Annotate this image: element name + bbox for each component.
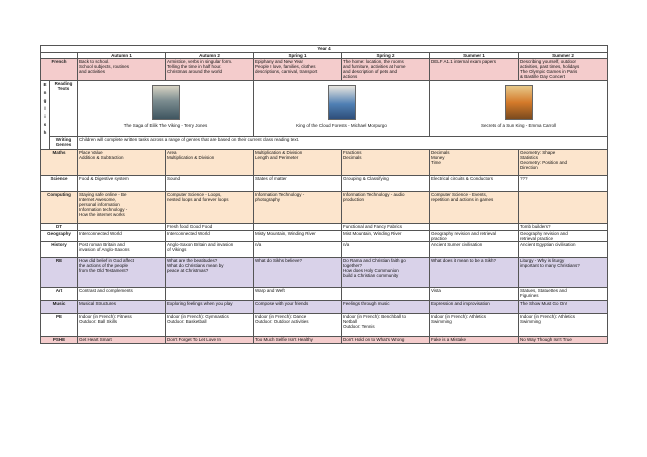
cell-line: Grouping & Classifying [343,176,389,181]
table-cell [342,258,430,288]
table-cell [254,231,342,242]
cell-line: The Olympic Games in Paris [520,69,578,74]
english-letter: l [44,106,46,111]
cell-line: Place Value [79,150,103,155]
viking-book-cover [152,85,180,120]
cell-line: How does Holy Communion [343,268,399,273]
cell-line: activities, past times, holidays [520,64,580,69]
cell-line: Get Heart Smart [79,337,112,342]
subject-label: PE [41,314,78,337]
cell-line: the actions of the people [79,263,129,268]
cell-line: Tomb builders? [520,224,551,229]
table-cell [166,301,254,314]
table-cell [430,59,519,81]
cell-line: Indoor (in French): Dance [255,314,307,319]
writing-genres-text: Children will complete written tasks across a range of genres that are based on their current class reading text. [78,137,608,150]
table-cell [166,231,254,242]
english-label [41,81,50,150]
table-cell [254,176,342,192]
cell-line: No Way Though Isn't True [520,337,572,342]
table-cell [254,150,342,176]
cell-line: Statistics [520,155,539,160]
cell-line: Geometry: Position and [520,160,568,165]
table-cell [166,288,254,301]
cell-line: People I love, families, clothes [255,64,316,69]
table-cell [254,314,342,337]
table-cell [166,150,254,176]
cell-line: Do Rama and Christian faith go [343,258,406,263]
year-title: Year 4 [41,46,608,53]
cell-line: practice [431,236,447,241]
table-cell [254,192,342,224]
cell-line: What are the beatitudes? [167,258,218,263]
cell-line: Contrast and complements [79,288,133,293]
table-cell [166,176,254,192]
cell-line: Decimals [343,155,362,160]
curriculum-table [40,45,608,344]
cell-line: and furniture, activities at home [343,64,406,69]
term-header: Summer 1 [430,53,519,59]
cell-line: nested loops and forever loops [167,197,229,202]
cell-line: Indoor (in French): Fitness [79,314,132,319]
cell-line: Indoor (in French): Benchball to [343,314,407,319]
table-cell [342,301,430,314]
table-cell [342,59,430,81]
cell-line: n/a [255,242,262,247]
cell-line: Outdoor: Basketball [167,319,207,324]
subject-label: Computing [41,192,78,224]
cell-line: Telling the time in half hour. [167,64,222,69]
cell-line: Area [167,150,177,155]
cell-line: Indoor (in French): Gymnastics [167,314,229,319]
cell-line: Statues, Statuettes and [520,288,567,293]
english-letter: g [43,98,47,103]
cell-line: Back to school. [79,59,110,64]
english-letter: i [44,114,46,119]
cell-line: Anglo-Saxon Britain and invasion [167,242,234,247]
cell-line: Functional and Fancy Fabrics [343,224,403,229]
table-cell [254,242,342,258]
term-header: Autumn 1 [78,53,166,59]
table-cell [254,258,342,288]
table-cell [78,176,166,192]
subject-row-pshe [41,337,608,344]
cell-line: together? [343,263,363,268]
cell-line: Indoor (in French): Athletics [520,314,576,319]
english-reading-row [41,81,608,137]
cell-line: Outdoor: Ball Skills [79,319,118,324]
cell-line: peace at Christmas? [167,268,209,273]
cell-line: Christmas around the world [167,69,223,74]
table-cell [342,192,430,224]
cell-line: Too Much Selfie Isn't Healthy [255,337,313,342]
table-cell [78,192,166,224]
table-cell [254,301,342,314]
table-cell [519,301,608,314]
subject-row-history [41,242,608,258]
term-header: Summer 2 [519,53,608,59]
cell-line: Information Technology - audio [343,192,405,197]
table-cell [254,337,342,344]
cell-line: School subjects, routines [79,64,130,69]
cell-line: Geography revision and retrieval [431,231,497,236]
writing-genres-label: Writing Genres [50,137,78,150]
cell-line: Multiplication & Division [167,155,215,160]
table-cell [430,258,519,288]
cell-line: Vista [431,288,441,293]
table-cell [519,176,608,192]
cell-line: Don't Forget To Let Love In [167,337,222,342]
cell-line: Liturgy - Why is liturgy [520,258,565,263]
cell-line: States of matter [255,176,287,181]
table-cell [519,337,608,344]
table-cell [519,258,608,288]
table-cell [519,288,608,301]
cell-line: How the internet works [79,212,125,217]
cell-line: from the Old Testament? [79,268,129,273]
cell-line: important to many Christians? [520,263,580,268]
cell-line: Geometry: Shape [520,150,556,155]
cell-line: Indoor (in French): Athletics [431,314,487,319]
cell-line: The Show Must Go On! [520,301,568,306]
sun-king-book-cover [505,85,533,120]
table-cell [166,242,254,258]
cell-line: Post roman Britain and [79,242,125,247]
reading-texts-label: Reading Texts [50,81,78,137]
cell-line: repetition and actions in games [431,197,494,202]
curriculum-sheet [40,45,607,344]
table-cell [254,224,342,231]
table-cell [519,192,608,224]
subject-row-pe [41,314,608,337]
cell-line: Fresh food Good Food [167,224,213,229]
subject-row-science [41,176,608,192]
table-cell [519,150,608,176]
cell-line: production [343,197,365,202]
table-cell [166,224,254,231]
table-cell [78,314,166,337]
cell-line: How did belief in God affect [79,258,134,263]
cell-line: Ancient Egyptian civilisation [520,242,576,247]
subject-label: PSHE [41,337,78,344]
subject-label: French [41,59,78,81]
table-cell [166,192,254,224]
cell-line: Internet Awesome, [79,197,117,202]
cell-line: What does it mean to be a Sikh? [431,258,497,263]
subject-row-art [41,288,608,301]
table-cell [78,301,166,314]
table-cell [519,59,608,81]
table-cell [254,288,342,301]
cell-line: n/a [343,242,350,247]
cell-line: Interconnected World [167,231,210,236]
cell-line: Swimming [520,319,541,324]
table-cell [342,231,430,242]
cell-line: Don't Hold on to What's Wrong [343,337,405,342]
table-cell [430,231,519,242]
table-cell [78,258,166,288]
book-title: The Saga of Eilik The Viking - Terry Jones [123,123,208,128]
cell-line: Epiphany and New Year [255,59,304,64]
table-cell [430,176,519,192]
cell-line: Outdoor: Outdoor activities [255,319,309,324]
cell-line: Direction [520,165,538,170]
table-cell [78,231,166,242]
cell-line: retrieval practice [520,236,554,241]
term-header: Spring 1 [254,53,342,59]
table-cell [430,242,519,258]
cell-line: Describing yourself, outdoor [520,59,577,64]
table-cell [342,150,430,176]
book-cell [254,81,430,137]
cell-line: of Vikings [167,247,187,252]
cell-line: Length and Perimeter [255,155,299,160]
table-cell [166,314,254,337]
cell-line: Swimming [431,319,452,324]
cell-line: build a Christian community [343,273,399,278]
cell-line: The home: location, the rooms [343,59,404,64]
cell-line: Multiplication & Division [255,150,303,155]
subject-label: DT [41,224,78,231]
subject-label: Science [41,176,78,192]
book-cell [430,81,608,137]
table-cell [166,258,254,288]
cell-line: Netball [343,319,358,324]
table-cell [342,337,430,344]
cell-line: Compose with your friends [255,301,309,306]
english-writing-row [41,137,608,150]
subject-label: Maths [41,150,78,176]
cell-line: Outdoor: Tennis [343,324,375,329]
cell-line: and activities [79,69,106,74]
cell-line: Fractions [343,150,362,155]
table-cell [342,242,430,258]
cell-line: Decimals [431,150,450,155]
cell-line: Time [431,160,441,165]
table-cell [342,176,430,192]
cell-line: Geography revision and [520,231,568,236]
cell-line: Sound [167,176,181,181]
table-cell [78,337,166,344]
cell-line: Misty Mountain, Winding River [255,231,316,236]
table-cell [430,301,519,314]
table-cell [430,224,519,231]
cell-line: Expression and improvisation [431,301,490,306]
cell-line: DELF A1.1 internal exam papers [431,59,497,64]
cell-line: Mist Mountain, Winding River [343,231,402,236]
cell-line: Exploring feelings when you play [167,301,233,306]
cell-line: Feelings through music [343,301,390,306]
subject-row-re [41,258,608,288]
subject-row-dt [41,224,608,231]
table-cell [430,314,519,337]
cell-line: Figurines [520,293,539,298]
cell-line: photography [255,197,281,202]
table-cell [430,288,519,301]
cell-line: Fake is a Mistake [431,337,467,342]
cell-line: Computer Science - Events, [431,192,488,197]
table-cell [166,59,254,81]
table-cell [78,224,166,231]
table-cell [430,192,519,224]
cell-line: Armistice, verbs in singular form. [167,59,233,64]
table-cell [430,150,519,176]
cell-line: What do Sikhs believe? [255,258,303,263]
english-letter: n [43,90,47,95]
table-body [41,46,608,344]
cell-line: ??? [520,176,528,181]
cell-line: Food & Digestive system [79,176,129,181]
subject-row-music [41,301,608,314]
table-cell [78,150,166,176]
cell-line: descriptions, carnival, transport [255,69,318,74]
english-letter: h [43,130,47,135]
term-header: Spring 2 [342,53,430,59]
year-row [41,46,608,53]
subject-label: Geography [41,231,78,242]
table-cell [166,337,254,344]
cell-line: Interconnected World [79,231,122,236]
cell-line: Information technology - [79,207,128,212]
cloud-forests-book-cover [328,85,356,120]
cell-line: Money [431,155,445,160]
english-letter: s [43,122,47,127]
table-cell [519,314,608,337]
cell-line: Staying safe online - Be [79,192,127,197]
subject-row-french [41,59,608,81]
book-cell [78,81,254,137]
cell-line: Musical Structures [79,301,117,306]
subject-label: RE [41,258,78,288]
cell-line: Addition & Subtraction [79,155,124,160]
table-cell [430,337,519,344]
table-cell [519,231,608,242]
subject-row-geography [41,231,608,242]
cell-line: actions [343,74,358,79]
cell-line: and description of pets and [343,69,398,74]
table-cell [78,288,166,301]
subject-label: Art [41,288,78,301]
cell-line: personal information [79,202,120,207]
table-cell [519,224,608,231]
cell-line: & Bastille Day Concert [520,74,566,79]
cell-line: Warp and Weft [255,288,285,293]
english-letter: E [43,82,47,87]
subject-label: History [41,242,78,258]
table-cell [254,59,342,81]
subject-row-computing [41,192,608,224]
cell-line: Ancient Sumer civilisation [431,242,483,247]
book-title: King of the Cloud Forests - Michael Morpurgo [296,123,387,128]
cell-line: Electrical circuits & Conductors [431,176,494,181]
cell-line: What do Christians mean by [167,263,224,268]
cell-line: Information Technology - [255,192,305,197]
table-cell [342,314,430,337]
table-cell [519,242,608,258]
table-cell [342,224,430,231]
cell-line: Computer Science - Loops, [167,192,222,197]
table-cell [78,59,166,81]
cell-line: invasion of Anglo-Saxons [79,247,130,252]
table-cell [342,288,430,301]
subject-label: Music [41,301,78,314]
subject-row-maths [41,150,608,176]
table-cell [78,242,166,258]
term-header: Autumn 2 [166,53,254,59]
book-title: Secrets of a Sun King - Emma Carroll [480,123,557,128]
